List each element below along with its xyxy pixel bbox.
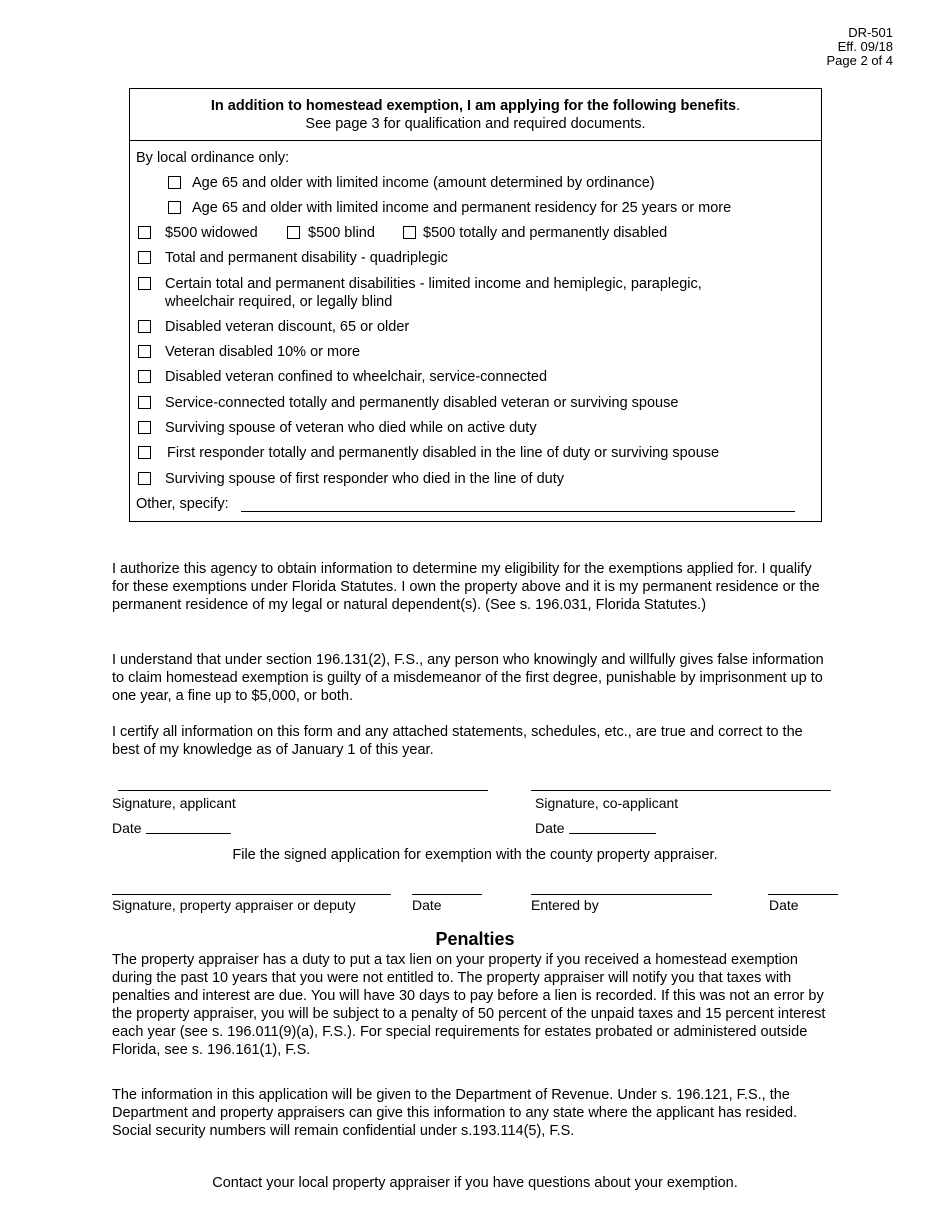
- widowed-checkbox[interactable]: [138, 226, 151, 239]
- contact-note: Contact your local property appraiser if you have questions about your exemption.: [212, 1175, 738, 1191]
- disabled-500-label: $500 totally and permanently disabled: [423, 225, 668, 241]
- co-applicant-date-label: Date: [535, 820, 565, 836]
- veteran-10-label: Veteran disabled 10% or more: [165, 344, 361, 360]
- entered-by-label: Entered by: [531, 897, 599, 913]
- information-note: The information in this application will be given to the Department of Revenue. Under s. 196.121, F.S., the Department and property appraisers can give this information to any state where the applicant has resided. Social security numbers will remain confidential under s.193.114(5), F.S.: [112, 1087, 798, 1139]
- co-applicant-date-field[interactable]: [569, 833, 656, 834]
- applicant-signature-label: Signature, applicant: [112, 795, 236, 811]
- penalties-title: Penalties: [435, 929, 515, 949]
- first-responder-checkbox[interactable]: [138, 446, 151, 459]
- certain-disabilities-checkbox[interactable]: [138, 277, 151, 290]
- understand-paragraph: I understand that under section 196.131(2), F.S., any person who knowingly and willfully gives false information to claim homestead exemption is guilty of a misdemeanor of the first degree, punishable by imprisonment up to one year, a fine up to $5,000, or both.: [112, 652, 824, 704]
- spouse-active-duty-label: Surviving spouse of veteran who died while on active duty: [165, 420, 537, 436]
- entered-date-label: Date: [769, 897, 799, 913]
- benefits-box: [129, 88, 822, 522]
- age65-limited-income-label: Age 65 and older with limited income (amount determined by ordinance): [192, 175, 655, 191]
- veteran-total-checkbox[interactable]: [138, 396, 151, 409]
- applicant-date-label: Date: [112, 820, 142, 836]
- local-ordinance-label: By local ordinance only:: [136, 150, 290, 166]
- other-specify-field[interactable]: [241, 511, 795, 512]
- veteran-10-checkbox[interactable]: [138, 345, 151, 358]
- veteran-wheelchair-checkbox[interactable]: [138, 370, 151, 383]
- benefits-title: In addition to homestead exemption, I am applying for the following benefits.: [210, 98, 741, 114]
- appraiser-signature-line[interactable]: [112, 894, 391, 895]
- age65-limited-income-checkbox[interactable]: [168, 176, 181, 189]
- file-note: File the signed application for exemption with the county property appraiser.: [232, 847, 718, 863]
- other-specify-label: Other, specify:: [136, 496, 229, 512]
- spouse-first-responder-checkbox[interactable]: [138, 472, 151, 485]
- certify-paragraph: I certify all information on this form and any attached statements, schedules, etc., are true and correct to the best of my knowledge as of January 1 of this year.: [112, 724, 803, 758]
- age65-residency-checkbox[interactable]: [168, 201, 181, 214]
- entered-date-line[interactable]: [768, 894, 838, 895]
- veteran-discount-label: Disabled veteran discount, 65 or older: [165, 319, 410, 335]
- appraiser-date-line[interactable]: [412, 894, 482, 895]
- co-applicant-signature-line[interactable]: [531, 790, 831, 791]
- benefits-box-header: [130, 89, 821, 141]
- entered-by-line[interactable]: [531, 894, 712, 895]
- quadriplegic-checkbox[interactable]: [138, 251, 151, 264]
- applicant-signature-line[interactable]: [118, 790, 488, 791]
- appraiser-date-label: Date: [412, 897, 442, 913]
- co-applicant-signature-label: Signature, co-applicant: [535, 795, 679, 811]
- penalties-paragraph: The property appraiser has a duty to put a tax lien on your property if you received a homestead exemption during the past 10 years that you were not entitled to. The property appraiser will notify you that taxes with penalties and interest are due. You will have 30 days to pay before a lien is recorded. If this was not an error by the property appraiser, you will be subject to a penalty of 50 percent of the unpaid taxes and 15 percent interest each year (see s. 196.011(9)(a), F.S.). For special requirements for estates probated or administered outside Florida, see s. 196.161(1), F.S.: [112, 952, 826, 1058]
- spouse-first-responder-label: Surviving spouse of first responder who died in the line of duty: [165, 471, 564, 487]
- veteran-total-label: Service-connected totally and permanently disabled veteran or surviving spouse: [165, 395, 679, 411]
- appraiser-signature-label: Signature, property appraiser or deputy: [112, 897, 356, 913]
- disabled-500-checkbox[interactable]: [403, 226, 416, 239]
- effective-date: Eff. 09/18: [837, 39, 893, 54]
- page-number: Page 2 of 4: [826, 53, 893, 68]
- form-header: [827, 26, 894, 68]
- benefits-subtitle: See page 3 for qualification and required documents.: [305, 116, 646, 132]
- age65-residency-label: Age 65 and older with limited income and permanent residency for 25 years or more: [192, 200, 732, 216]
- spouse-active-duty-checkbox[interactable]: [138, 421, 151, 434]
- veteran-discount-checkbox[interactable]: [138, 320, 151, 333]
- certain-disabilities-label-line2: wheelchair required, or legally blind: [165, 294, 393, 310]
- authorize-paragraph: I authorize this agency to obtain information to determine my eligibility for the exemptions applied for. I qualify for these exemptions under Florida Statutes. I own the property above and it is my permanent residence or the permanent residence of my legal or natural dependent(s). (See s. 196.031, Florida Statutes.): [112, 561, 820, 613]
- blind-label: $500 blind: [308, 225, 375, 241]
- form-id: DR-501: [848, 25, 893, 40]
- widowed-label: $500 widowed: [165, 225, 258, 241]
- veteran-wheelchair-label: Disabled veteran confined to wheelchair, service-connected: [165, 369, 548, 385]
- first-responder-label: First responder totally and permanently disabled in the line of duty or surviving spouse: [167, 445, 720, 461]
- applicant-date-field[interactable]: [146, 833, 231, 834]
- certain-disabilities-label-line1: Certain total and permanent disabilities - limited income and hemiplegic, paraplegic,: [165, 276, 702, 292]
- blind-checkbox[interactable]: [287, 226, 300, 239]
- quadriplegic-label: Total and permanent disability - quadriplegic: [165, 250, 448, 266]
